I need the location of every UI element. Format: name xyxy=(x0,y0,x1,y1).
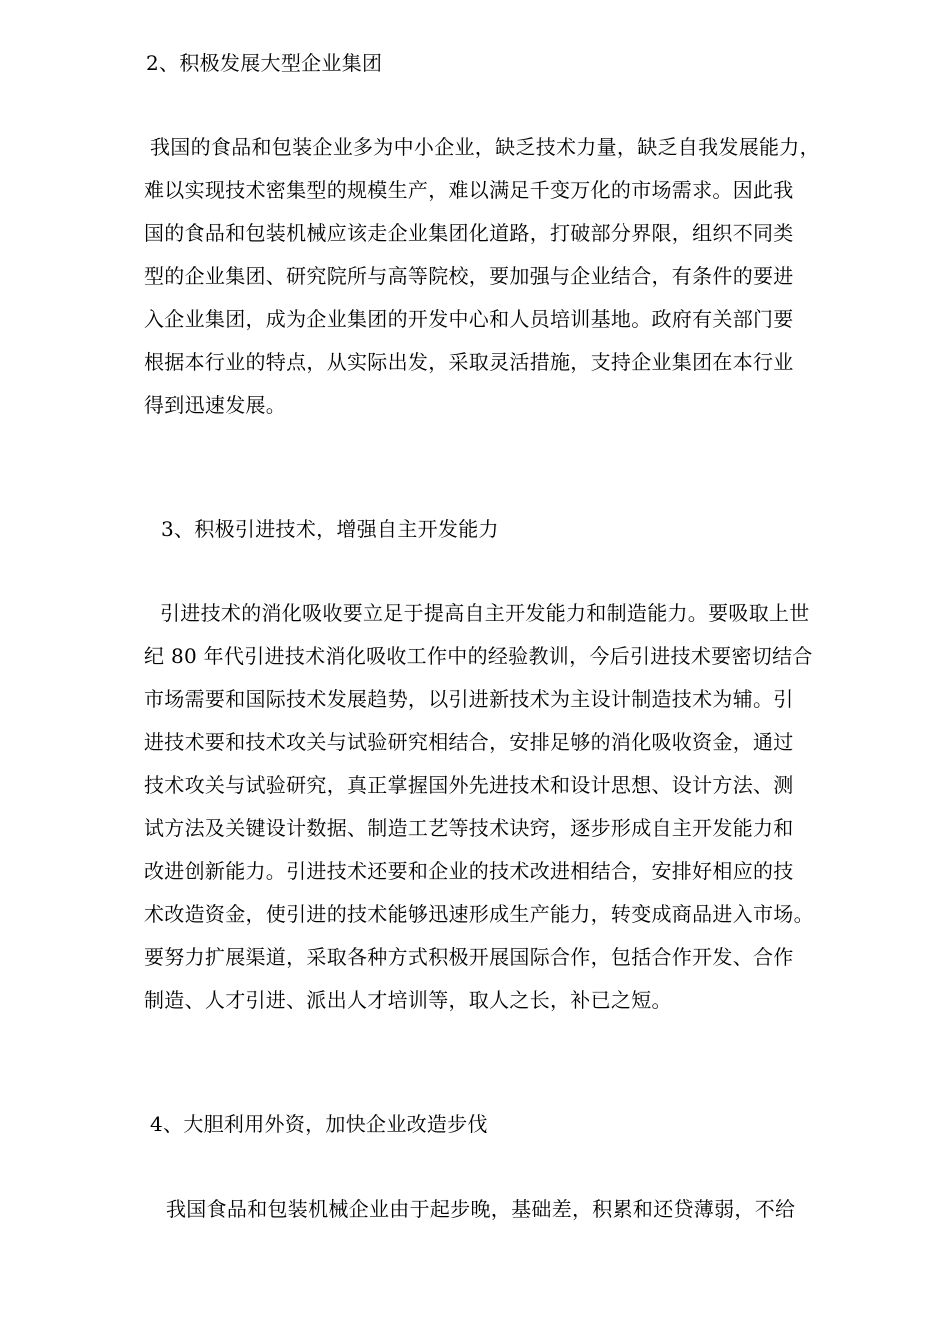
paragraph-line: 我国的食品和包装企业多为中小企业，缺乏技术力量，缺乏自我发展能力， xyxy=(150,135,820,159)
paragraph-line: 制造、人才引进、派出人才培训等，取人之长，补已之短。 xyxy=(144,988,672,1012)
paragraph-line: 根据本行业的特点，从实际出发，采取灵活措施，支持企业集团在本行业 xyxy=(144,350,794,374)
paragraph-line: 国的食品和包装机械应该走企业集团化道路，打破部分界限，组织不同类 xyxy=(144,221,794,245)
section-4-heading: 4、大胆利用外资，加快企业改造步伐 xyxy=(150,1112,488,1136)
paragraph-line: 改进创新能力。引进技术还要和企业的技术改进相结合，安排好相应的技 xyxy=(144,859,794,883)
section-2-heading: 2、积极发展大型企业集团 xyxy=(146,51,383,75)
paragraph-line: 纪 80 年代引进技术消化吸收工作中的经验教训，今后引进技术要密切结合 xyxy=(144,644,813,668)
paragraph-line: 进技术要和技术攻关与试验研究相结合，安排足够的消化吸收资金，通过 xyxy=(144,730,794,754)
paragraph-line: 型的企业集团、研究院所与高等院校，要加强与企业结合，有条件的要进 xyxy=(144,264,794,288)
paragraph-line: 入企业集团，成为企业集团的开发中心和人员培训基地。政府有关部门要 xyxy=(144,307,794,331)
paragraph-line: 市场需要和国际技术发展趋势，以引进新技术为主设计制造技术为辅。引 xyxy=(144,687,794,711)
paragraph-line: 试方法及关键设计数据、制造工艺等技术诀窍，逐步形成自主开发能力和 xyxy=(144,816,794,840)
paragraph-line: 引进技术的消化吸收要立足于提高自主开发能力和制造能力。要吸取上世 xyxy=(160,601,810,625)
paragraph-line: 我国食品和包装机械企业由于起步晚，基础差，积累和还贷薄弱，不给 xyxy=(166,1197,796,1221)
section-3-heading: 3、积极引进技术，增强自主开发能力 xyxy=(161,517,499,541)
paragraph-line: 得到迅速发展。 xyxy=(144,393,287,417)
paragraph-line: 术改造资金，使引进的技术能够迅速形成生产能力，转变成商品进入市场。 xyxy=(144,902,814,926)
paragraph-line: 技术攻关与试验研究，真正掌握国外先进技术和设计思想、设计方法、测 xyxy=(144,773,794,797)
paragraph-line: 难以实现技术密集型的规模生产，难以满足千变万化的市场需求。因此我 xyxy=(144,178,794,202)
paragraph-line: 要努力扩展渠道，采取各种方式积极开展国际合作，包括合作开发、合作 xyxy=(144,945,794,969)
